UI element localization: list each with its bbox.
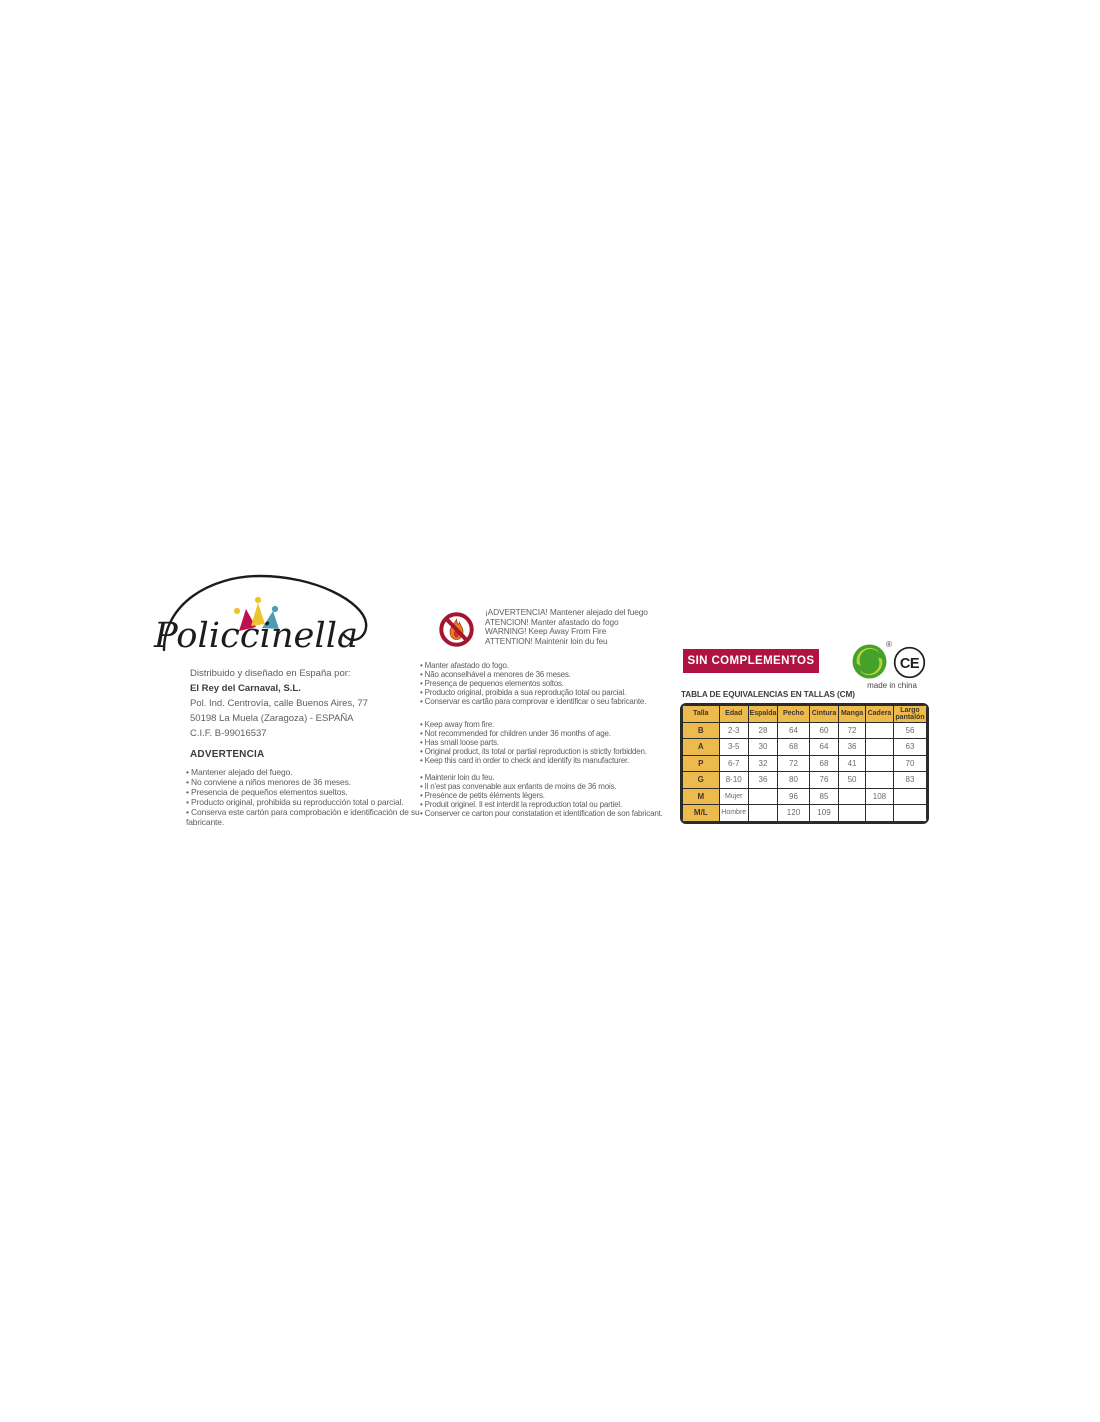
size-cell: 72 [839, 722, 866, 739]
brand-logo [152, 560, 392, 660]
warning-pt-list [420, 662, 676, 707]
size-cell [865, 772, 893, 789]
size-cell [839, 805, 866, 822]
warning-es-item: • Mantener alejado del fuego. [186, 768, 423, 778]
brand-logo-graphic [152, 560, 392, 660]
size-cell: 68 [809, 755, 838, 772]
size-cell: 28 [748, 722, 777, 739]
size-cell: 36 [839, 739, 866, 756]
table-row [683, 739, 927, 756]
size-cell [865, 755, 893, 772]
size-cell: 50 [839, 772, 866, 789]
ce-mark-icon [893, 646, 926, 679]
warning-pt-item: • Producto original, proibida a sua reprodução total ou parcial. [420, 689, 676, 698]
warning-es-title: ADVERTENCIA [190, 749, 265, 760]
size-cell: 70 [893, 755, 926, 772]
size-cell: 76 [809, 772, 838, 789]
warning-es-item: • Conserva este cartón para comprobación e identificación de su fabricante. [186, 808, 423, 828]
size-cell [893, 788, 926, 805]
size-table-header-2: Espalda [748, 706, 777, 723]
fire-warning-line-es: ¡ADVERTENCIA! Mantener alejado del fuego [485, 607, 648, 617]
size-table-header-7: Largo pantalón [895, 706, 925, 721]
size-table-body [683, 722, 927, 821]
size-cell: 63 [893, 739, 926, 756]
warning-pt-item: • Não aconselhável a menores de 36 meses. [420, 671, 676, 680]
size-cell: 8-10 [719, 772, 748, 789]
size-cell-talla: M/L [683, 805, 720, 822]
size-cell-talla: P [683, 755, 720, 772]
size-cell: 64 [778, 722, 810, 739]
warning-fr-item: • Presénce de petits éléments légers. [420, 792, 676, 801]
svg-text:CE: CE [899, 656, 920, 672]
size-table-header-3: Pecho [778, 706, 810, 723]
size-table-header-row [683, 706, 927, 723]
size-cell [865, 739, 893, 756]
size-cell: 72 [778, 755, 810, 772]
size-table-title: TABLA DE EQUIVALENCIAS EN TALLAS (CM) [681, 690, 855, 699]
warning-en-item: • Keep away from fire. [420, 721, 676, 730]
size-cell [865, 722, 893, 739]
size-cell: 36 [748, 772, 777, 789]
size-cell: Hombre [719, 805, 748, 822]
warning-fr-item: • Il n'est pas convenable aux enfants de moins de 36 mois. [420, 783, 676, 792]
warning-es-item: • Presencia de pequeños elementos sueltos. [186, 788, 423, 798]
keep-away-from-fire-icon [438, 611, 475, 648]
fire-warning-header [438, 608, 688, 648]
size-cell [839, 788, 866, 805]
distributor-address-2: 50198 La Muela (Zaragoza) - ESPAÑA [190, 713, 354, 724]
size-cell: 109 [809, 805, 838, 822]
size-cell-talla: A [683, 739, 720, 756]
size-cell: Mujer [719, 788, 748, 805]
size-table-header-4: Cintura [809, 706, 838, 723]
warning-en-item: • Keep this card in order to check and identify its manufacturer. [420, 757, 676, 766]
registered-trademark-icon: ® [886, 640, 892, 649]
warning-en-item: • Original product, its total or partial reproduction is strictly forbidden. [420, 748, 676, 757]
size-cell: 60 [809, 722, 838, 739]
table-row [683, 788, 927, 805]
warning-pt-item: • Conservar es cartão para comprovar e identificar o seu fabricante. [420, 698, 676, 707]
fire-warning-line-fr: ATTENTION! Maintenir loin du feu [485, 635, 608, 646]
size-cell: 56 [893, 722, 926, 739]
size-cell [748, 805, 777, 822]
warning-es-item: • Producto original, prohibida su reproducción total o parcial. [186, 798, 423, 808]
fire-warning-line-pt: ATENCION! Manter afastado do fogo [485, 616, 619, 627]
distributor-company: El Rey del Carnaval, S.L. [190, 683, 301, 694]
warning-en-item: • Has small loose parts. [420, 739, 676, 748]
warning-fr-list [420, 774, 676, 819]
size-table-header-0: Talla [683, 706, 720, 723]
distributor-cif: C.I.F. B-99016537 [190, 728, 267, 739]
warning-en-list [420, 721, 676, 766]
warning-es-item: • No conviene a niños menores de 36 meses. [186, 778, 423, 788]
table-row [683, 722, 927, 739]
table-row [683, 755, 927, 772]
size-cell: 41 [839, 755, 866, 772]
distributor-address-1: Pol. Ind. Centrovía, calle Buenos Aires, 77 [190, 698, 368, 709]
green-dot-recycling-icon [851, 643, 888, 680]
size-table-header-6: Cadera [865, 706, 893, 723]
size-cell: 120 [778, 805, 810, 822]
size-cell: 2-3 [719, 722, 748, 739]
made-in-label: made in china [867, 681, 917, 690]
size-cell: 6-7 [719, 755, 748, 772]
size-cell [748, 788, 777, 805]
size-cell [865, 805, 893, 822]
size-cell [893, 805, 926, 822]
distributor-info [190, 666, 440, 741]
size-cell-talla: G [683, 772, 720, 789]
table-row [683, 805, 927, 822]
size-cell: 64 [809, 739, 838, 756]
no-accessories-banner: SIN COMPLEMENTOS [683, 649, 819, 673]
size-table-header-5: Manga [839, 706, 866, 723]
size-cell: 85 [809, 788, 838, 805]
warning-es-list [186, 768, 423, 827]
warning-en-item: • Not recommended for children under 36 months of age. [420, 730, 676, 739]
size-cell: 96 [778, 788, 810, 805]
table-row [683, 772, 927, 789]
size-cell: 32 [748, 755, 777, 772]
fire-warning-line-en: WARNING! Keep Away From Fire [485, 626, 607, 637]
warning-fr-item: • Produit originel. Il est interdit la reproduction total ou partiel. [420, 801, 676, 810]
size-cell: 3-5 [719, 739, 748, 756]
size-cell-talla: B [683, 722, 720, 739]
size-cell: 68 [778, 739, 810, 756]
size-cell: 80 [778, 772, 810, 789]
size-table-header-1: Edad [719, 706, 748, 723]
brand-name-text: Policcinella [152, 616, 358, 656]
size-cell: 108 [865, 788, 893, 805]
warning-fr-item: • Conserver ce carton pour constatation et identification de son fabricant. [420, 810, 676, 819]
distributor-intro: Distribuido y diseñado en España por: [190, 668, 351, 679]
size-cell: 83 [893, 772, 926, 789]
warning-fr-item: • Maintenir loin du feu. [420, 774, 676, 783]
size-equivalence-table [680, 703, 929, 824]
warning-pt-item: • Manter afastado do fogo. [420, 662, 676, 671]
size-cell: 30 [748, 739, 777, 756]
warning-pt-item: • Presença de pequenos elementos soltos. [420, 680, 676, 689]
size-cell-talla: M [683, 788, 720, 805]
fire-warning-lines [485, 608, 648, 646]
